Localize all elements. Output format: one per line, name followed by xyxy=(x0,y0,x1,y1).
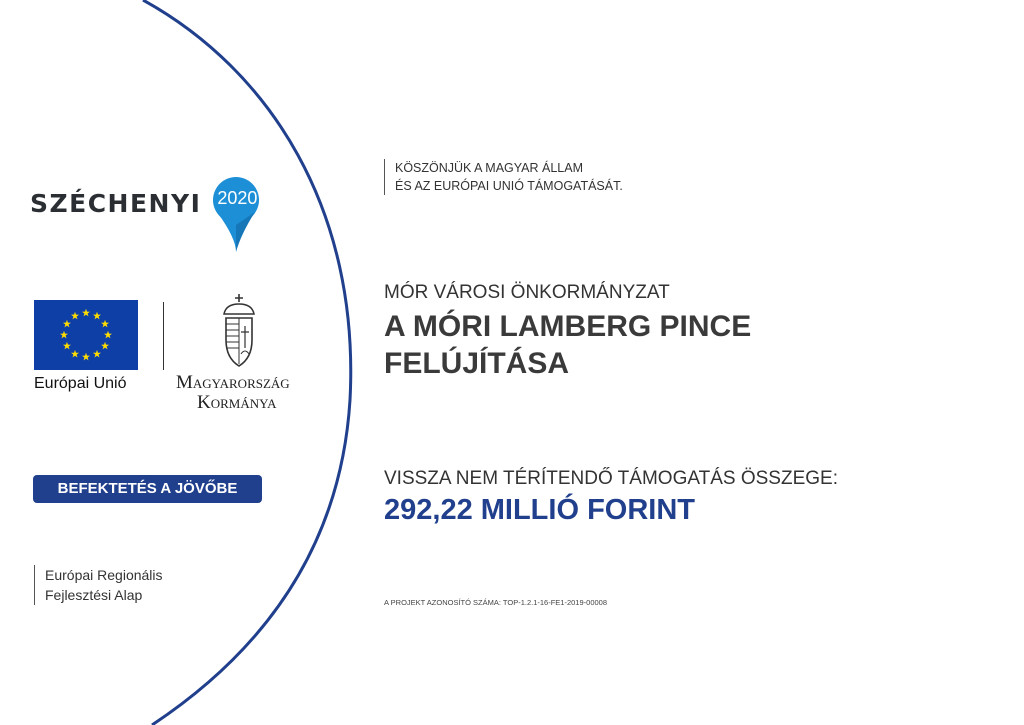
project-title xyxy=(384,308,904,382)
eu-label: Európai Unió xyxy=(34,375,127,392)
grant-amount: 292,22 MILLIÓ FORINT xyxy=(384,494,695,526)
investment-slogan-badge: BEFEKTETÉS A JÖVŐBE xyxy=(33,475,262,503)
project-title-line1: A MÓRI LAMBERG PINCE xyxy=(384,310,752,343)
fund-label-line2: Fejlesztési Alap xyxy=(45,587,143,603)
beneficiary-name: MÓR VÁROSI ÖNKORMÁNYZAT xyxy=(384,282,670,303)
project-title-line2: FELÚJÍTÁSA xyxy=(384,347,570,380)
szechenyi-wordmark: SZÉCHENYI xyxy=(30,188,202,218)
government-label-line2: Kormánya xyxy=(197,392,277,413)
logo-divider xyxy=(163,302,164,370)
szechenyi-year: 2020 xyxy=(217,188,258,208)
thanks-line2: ÉS AZ EURÓPAI UNIÓ TÁMOGATÁSÁT. xyxy=(395,179,623,193)
government-label-line1: Magyarország xyxy=(176,372,290,393)
hungarian-coat-of-arms-icon xyxy=(216,290,262,368)
thanks-line1: KÖSZÖNJÜK A MAGYAR ÁLLAM xyxy=(395,161,584,175)
project-id: A PROJEKT AZONOSÍTÓ SZÁMA: TOP-1.2.1-16-FE1-2019-00008 xyxy=(384,598,608,607)
thanks-note xyxy=(384,159,623,195)
fund-label xyxy=(34,565,163,605)
location-pin-icon xyxy=(205,176,267,256)
grant-label: VISSZA NEM TÉRÍTENDŐ TÁMOGATÁS ÖSSZEGE: xyxy=(384,468,838,489)
eu-flag-icon xyxy=(34,300,138,370)
szechenyi-2020-logo xyxy=(30,150,267,256)
fund-label-line1: Európai Regionális xyxy=(45,567,163,583)
